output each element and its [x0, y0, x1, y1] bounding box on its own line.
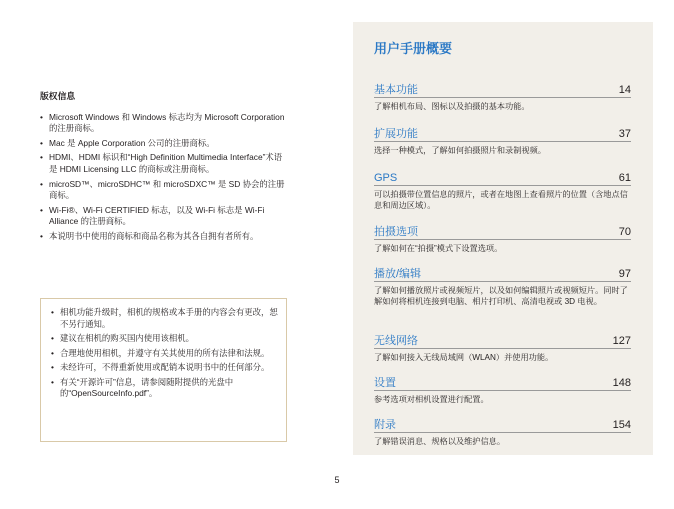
notice-item: • 未经许可，不得重新使用或配销本说明书中的任何部分。 — [51, 362, 280, 374]
copyright-title: 版权信息 — [40, 91, 76, 101]
toc-entry-name[interactable]: 设置 — [374, 377, 396, 389]
toc-entry-name[interactable]: 附录 — [374, 419, 396, 431]
toc-entry-header[interactable] — [374, 375, 631, 391]
notice-box — [40, 298, 287, 442]
toc-entry-header[interactable] — [374, 266, 631, 282]
toc-entry-wireless[interactable] — [374, 333, 631, 375]
copyright-item: • Mac 是 Apple Corporation 公司的注册商标。 — [40, 138, 290, 150]
notice-list — [51, 307, 280, 400]
toc-entry-description: 可以拍摄带位置信息的照片，或者在地图上查看照片的位置（含地点信息和周边区域）。 — [374, 190, 628, 211]
toc-entry-page: 37 — [618, 128, 631, 140]
toc-title: 用户手册概要 — [374, 41, 453, 56]
toc-entry-name[interactable]: 基本功能 — [374, 84, 418, 96]
toc-entry-page: 14 — [618, 84, 631, 96]
toc-entry-header[interactable] — [374, 224, 631, 240]
toc-entry-header[interactable] — [374, 126, 631, 142]
notice-item: • 相机功能升级时，相机的规格或本手册的内容会有更改，恕不另行通知。 — [51, 307, 280, 330]
toc-entry-description: 了解如何播放照片或视频短片，以及如何编辑照片或视频短片。同时了解如何将相机连接到电脑、相片打印机、高清电视或 3D 电视。 — [374, 286, 628, 307]
toc-entry-extended[interactable] — [374, 126, 631, 170]
copyright-item: • HDMI、HDMI 标识和“High Definition Multimedia Interface”术语是 HDMI Licensing LLC 的商标或注册商标。 — [40, 152, 290, 175]
toc-entry-name[interactable]: 扩展功能 — [374, 128, 418, 140]
copyright-item: • Microsoft Windows 和 Windows 标志均为 Microsoft Corporation 的注册商标。 — [40, 112, 290, 135]
notice-item: • 合理地使用相机，并遵守有关其使用的所有法律和法规。 — [51, 348, 280, 360]
toc-entry-name[interactable]: 播放/编辑 — [374, 268, 422, 280]
toc-entry-name[interactable]: 拍摄选项 — [374, 226, 418, 238]
toc-entry-page: 154 — [612, 419, 631, 431]
toc-entry-page: 127 — [612, 335, 631, 347]
toc-entry-description: 了解错误消息、规格以及维护信息。 — [374, 437, 506, 446]
notice-item: • 建议在相机的购买国内使用该相机。 — [51, 333, 280, 345]
toc-entry-header[interactable] — [374, 82, 631, 98]
toc-entry-page: 61 — [618, 172, 631, 184]
toc-entry-gps[interactable] — [374, 170, 631, 224]
toc-entry-header[interactable] — [374, 333, 631, 349]
toc-entry-header[interactable] — [374, 417, 631, 433]
toc-entry-description: 了解相机布局、图标以及拍摄的基本功能。 — [374, 102, 530, 111]
copyright-section — [40, 91, 290, 246]
toc-entry-page: 70 — [618, 226, 631, 238]
copyright-item: • Wi-Fi®、Wi-Fi CERTIFIED 标志，以及 Wi-Fi 标志是 Wi-Fi Alliance 的注册商标。 — [40, 205, 290, 228]
toc-entry-description: 了解如何在“拍摄”模式下设置选项。 — [374, 244, 503, 253]
copyright-list — [40, 112, 290, 243]
toc-entry-header[interactable] — [374, 170, 631, 186]
toc-entry-page: 148 — [612, 377, 631, 389]
toc-entry-name[interactable]: 无线网络 — [374, 335, 418, 347]
notice-item: • 有关“开源许可”信息，请参阅随附提供的光盘中的“OpenSourceInfo.pdf”。 — [51, 377, 280, 400]
toc-entry-page: 97 — [618, 268, 631, 280]
toc-entry-description: 了解如何接入无线局域网（WLAN）并使用功能。 — [374, 353, 554, 362]
page-number: 5 — [334, 475, 340, 485]
toc-entry-name[interactable]: GPS — [374, 172, 398, 184]
copyright-item: • microSD™、microSDHC™ 和 microSDXC™ 是 SD 协会的注册商标。 — [40, 179, 290, 202]
toc-entry-basic[interactable] — [374, 82, 631, 126]
toc-panel — [353, 22, 653, 455]
copyright-item: • 本说明书中使用的商标和商品名称为其各自拥有者所有。 — [40, 231, 290, 243]
toc-list — [374, 82, 631, 453]
toc-entry-description: 参考选项对相机设置进行配置。 — [374, 395, 489, 404]
toc-entry-description: 选择一种模式，了解如何拍摄照片和录制视频。 — [374, 146, 546, 155]
toc-entry-appendix[interactable] — [374, 417, 631, 453]
toc-entry-settings[interactable] — [374, 375, 631, 417]
toc-entry-shooting-options[interactable] — [374, 224, 631, 266]
toc-entry-playback[interactable] — [374, 266, 631, 333]
